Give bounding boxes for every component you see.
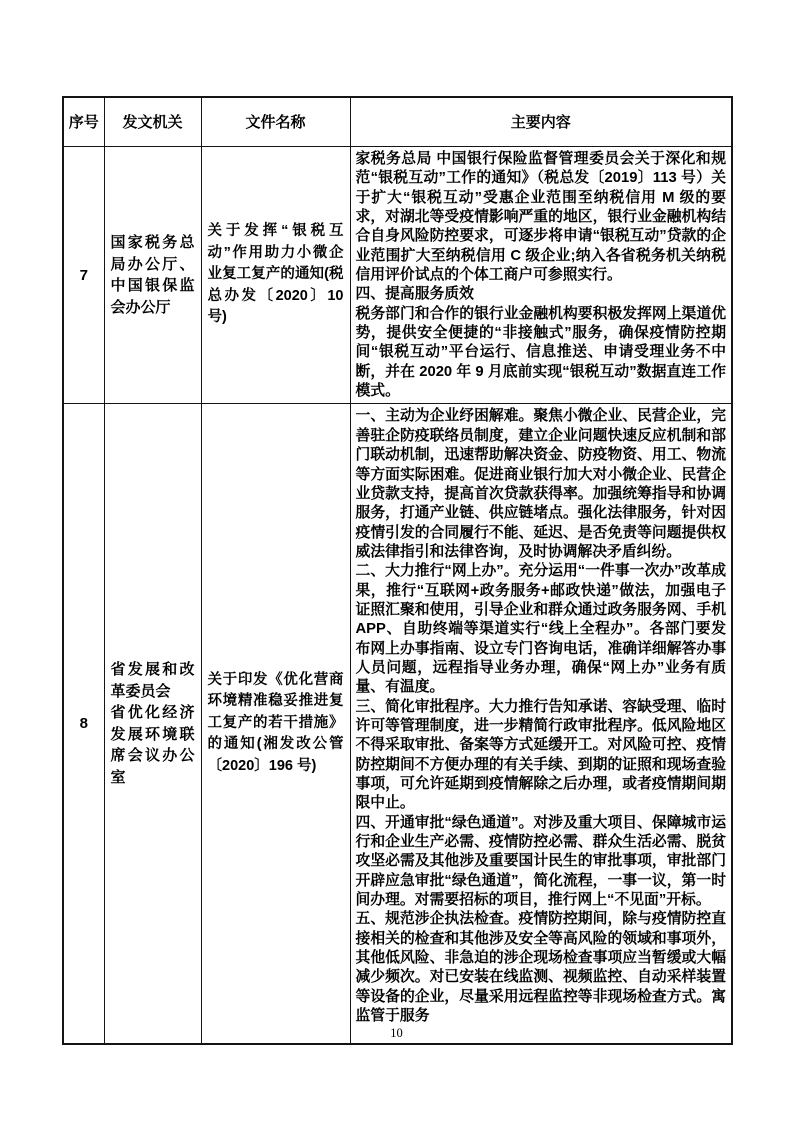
- agency-cell: [104, 404, 201, 1044]
- text-paragraph: 省优化经济发展环境联席会议办公室: [110, 704, 195, 786]
- table-header-row: [63, 97, 732, 147]
- header-cell-index: 序号: [63, 97, 104, 147]
- content-cell: [350, 404, 732, 1044]
- header-cell-agency: 发文机关: [104, 97, 201, 147]
- page-number: 10: [390, 1026, 403, 1040]
- document-table: [62, 96, 733, 1045]
- text-paragraph: 二、大力推行“网上办”。充分运用“一件事一次办”改革成果，推行“互联网+政务服务+邮政快递”做法，加强电子证照汇聚和使用，引导企业和群众通过政务服务网、手机APP、自助终端等渠道实行“线上全程办”。各部门要发布网上办事指南、设立专门咨询电话，准确详细解答办事人员问题，远程指导业务办理，确保“网上办”业务有质量、有温度。: [355, 563, 726, 696]
- document-name-cell: 关于印发《优化营商环境精准稳妥推进复工复产的若干措施》的通知(湘发改公管〔2020〕196 号): [201, 404, 350, 1044]
- text-paragraph: 一、主动为企业纾困解难。聚焦小微企业、民营企业，完善驻企防疫联络员制度，建立企业问题快速反应机制和部门联动机制，迅速帮助解决资金、防疫物资、用工、物流等方面实际困难。促进商业银行加大对小微企业、民营企业贷款支持，提高首次贷款获得率。加强统筹指导和协调服务，打通产业链、供应链堵点。强化法律服务，针对因疫情引发的合同履行不能、延迟、是否免责等问题提供权威法律指引和法律咨询，及时协调解决矛盾纠纷。: [355, 408, 726, 560]
- text-paragraph: 四、开通审批“绿色通道”。对涉及重大项目、保障城市运行和企业生产必需、疫情防控必需、群众生活必需、脱贫攻坚必需及其他涉及重要国计民生的审批事项，审批部门开辟应急审批“绿色通道”，简化流程，一事一议，第一时间办理。对需要招标的项目，推行网上“不见面”开标。: [355, 814, 726, 909]
- table-row-8: [63, 404, 732, 1044]
- document-name-cell: 关于发挥“银税互动”作用助力小微企业复工复产的通知(税总办发〔2020〕10 号): [201, 147, 350, 404]
- row-index: 8: [63, 404, 104, 1044]
- agency-cell: [104, 147, 201, 404]
- text-paragraph: 三、简化审批程序。大力推行告知承诺、容缺受理、临时许可等管理制度，进一步精简行政审批程序。低风险地区不得采取审批、备案等方式延缓开工。对风险可控、疫情防控期间不方便办理的有关手续、到期的证照和现场查验事项，可允许延期到疫情解除之后办理，或者疫情期间期限中止。: [355, 698, 726, 812]
- header-cell-content: 主要内容: [350, 97, 732, 147]
- text-paragraph: 省发展和改革委员会: [110, 661, 195, 700]
- row-index: 7: [63, 147, 104, 404]
- table-row-7: [63, 147, 732, 404]
- text-paragraph: 家税务总局 中国银行保险监督管理委员会关于深化和规范“银税互动”工作的通知》（税总发〔2019〕113 号）关于扩大“银税互动”受惠企业范围至纳税信用 M 级的要求，对湖北等受疫情影响严重的地区，银行业金融机构结合自身风险防控要求，可逐步将申请“银税互动”贷款的企业范围扩大至纳税信用 C 级企业;纳入各省税务机关纳税信用评价试点的个体工商户可参照实行。: [355, 151, 726, 284]
- text-paragraph: 国家税务总局办公厅、中国银保监会办公厅: [110, 234, 195, 316]
- text-paragraph: 四、提高服务质效: [355, 286, 474, 303]
- header-cell-document: 文件名称: [201, 97, 350, 147]
- text-paragraph: 五、规范涉企执法检查。疫情防控期间，除与疫情防控直接相关的检查和其他涉及安全等高风险的领域和事项外，其他低风险、非急迫的涉企现场检查事项应当暂缓或大幅减少频次。对已安装在线监测、视频监控、自动采样装置等设备的企业，尽量采用远程监控等非现场检查方式。寓监管于服务: [355, 911, 726, 1025]
- text-paragraph: 税务部门和合作的银行业金融机构要积极发挥网上渠道优势，提供安全便捷的“非接触式”服务，确保疫情防控期间“银税互动”平台运行、信息推送、申请受理业务不中断，并在 2020 年 9 月底前实现“银税互动”数据直连工作模式。: [355, 305, 726, 400]
- content-cell: [350, 147, 732, 404]
